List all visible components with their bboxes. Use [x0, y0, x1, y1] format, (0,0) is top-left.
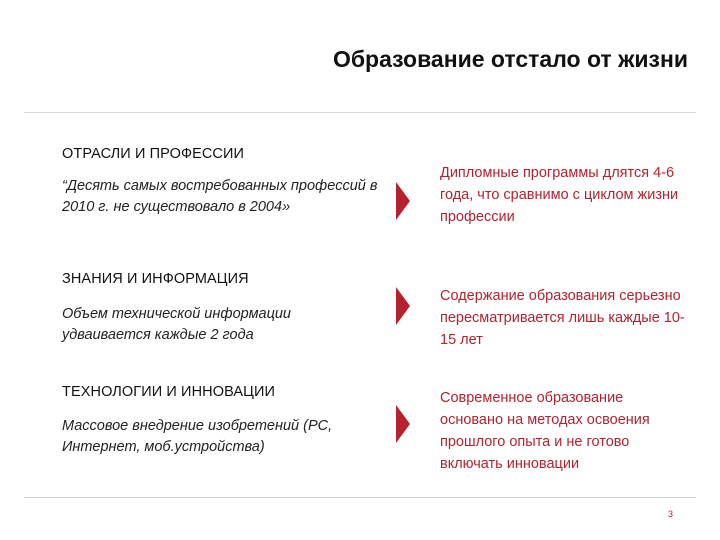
arrow-right-icon	[396, 405, 410, 443]
row-heading-knowledge: ЗНАНИЯ И ИНФОРМАЦИЯ	[62, 271, 249, 287]
page-number: 3	[668, 509, 674, 519]
row-quote-technology: Массовое внедрение изобретений (PC, Интернет, моб.устройства)	[62, 418, 333, 455]
row-heading-technology: ТЕХНОЛОГИИ И ИННОВАЦИИ	[62, 384, 276, 400]
top-divider	[24, 112, 696, 113]
arrow-right-icon	[396, 287, 410, 325]
bottom-divider	[24, 497, 696, 498]
arrow-right-icon	[396, 182, 410, 220]
row-statement-industries: Дипломные программы длятся 4-6 года, что сравнимо с циклом жизни профессии	[440, 165, 679, 225]
row-statement-knowledge: Содержание образования серьезно пересматривается лишь каждые 10-15 лет	[440, 288, 685, 348]
row-statement-technology: Современное образование основано на методах освоения прошлого опыта и не готово включать инновации	[440, 390, 650, 472]
row-quote-industries: “Десять самых востребованных профессий в 2010 г. не существовало в 2004»	[62, 178, 378, 215]
row-heading-industries: ОТРАСЛИ И ПРОФЕССИИ	[62, 146, 245, 162]
slide-title: Образование отстало от жизни	[332, 46, 688, 72]
row-quote-knowledge: Объем технической информации удваивается каждые 2 года	[62, 306, 291, 343]
